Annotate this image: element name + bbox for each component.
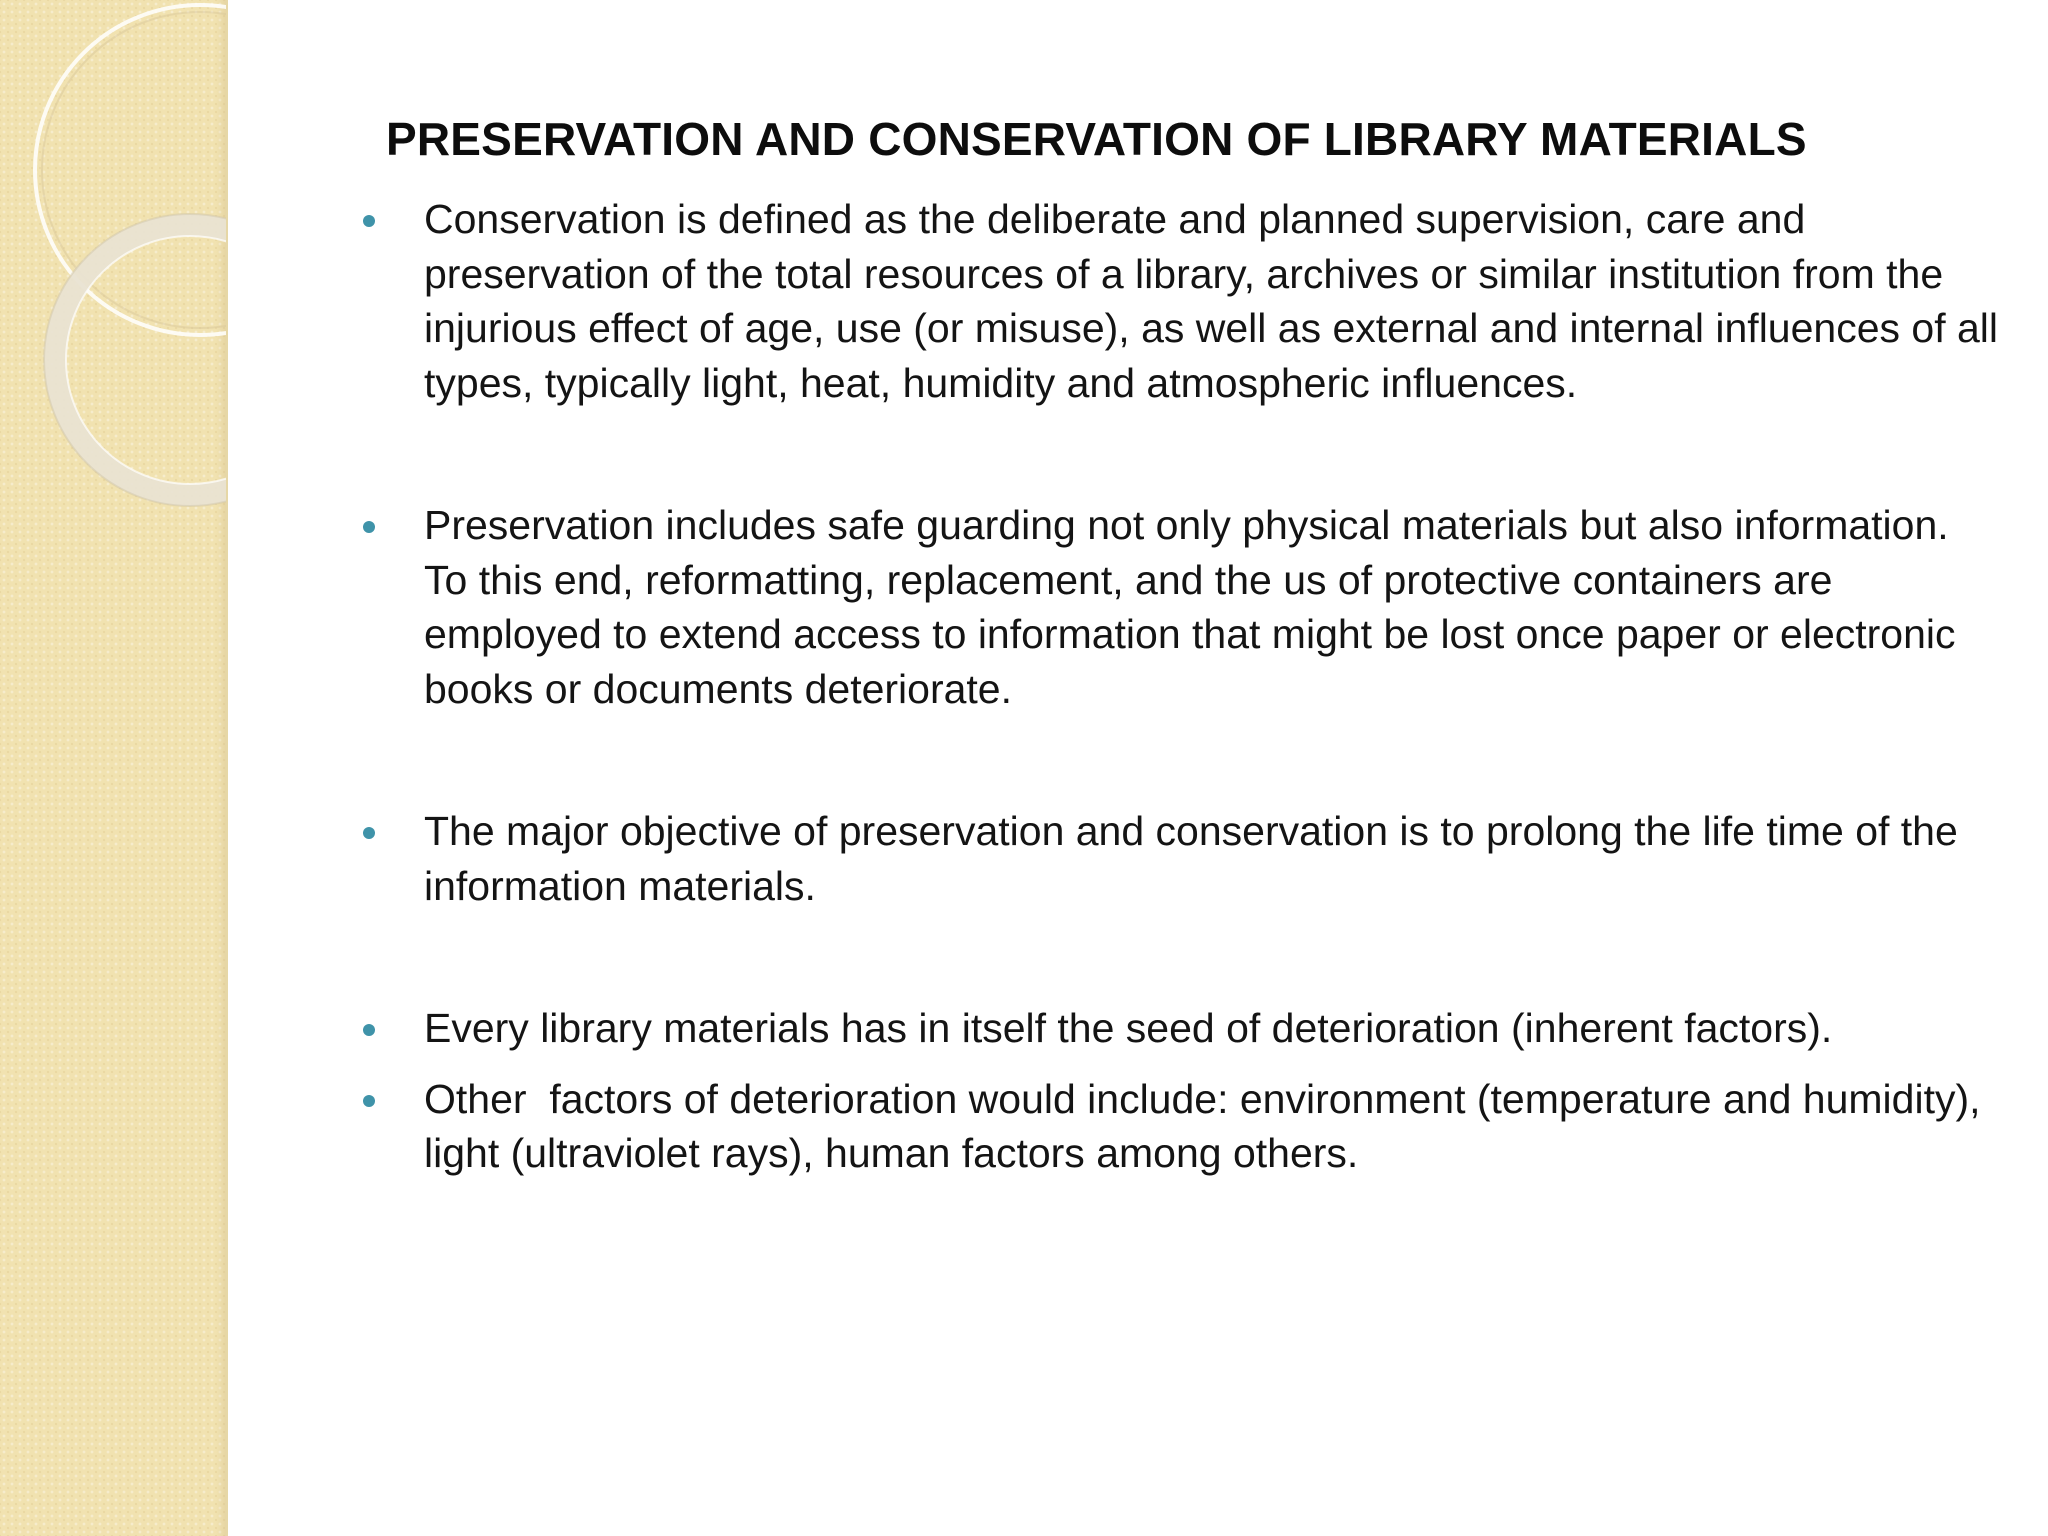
bullet-dot-icon: [363, 215, 375, 227]
bullet-dot-icon: [363, 1095, 375, 1107]
bullet-text: The major objective of preservation and conservation is to prolong the life time of the information materials.: [424, 808, 1970, 909]
decorative-rings-graphic: [0, 0, 226, 520]
slide-title: PRESERVATION AND CONSERVATION OF LIBRARY MATERIALS: [386, 113, 1807, 165]
bullet-item-major-objective: [360, 804, 2000, 913]
bullet-dot-icon: [363, 521, 375, 533]
bullet-dot-icon: [363, 827, 375, 839]
bullet-text: Conservation is defined as the deliberate and planned supervision, care and preservation of the total resources of a library, archives or similar institution from the injurious effect of age, use (or misuse), as well as external and internal influences of all types, typically light, heat, humidity and atmospheric influences.: [424, 196, 2010, 406]
bullet-text: Other factors of deterioration would include: environment (temperature and humidity), light (ultraviolet rays), human factors among others.: [424, 1075, 1992, 1176]
bullet-item-other-factors: [360, 1072, 2000, 1181]
bullet-text: Preservation includes safe guarding not only physical materials but also information. To this end, reformatting, replacement, and the us of protective containers are employed to extend access to information that might be lost once paper or electronic books or documents deteriorate.: [424, 502, 1967, 712]
bullet-dot-icon: [363, 1024, 375, 1036]
bullet-item-conservation-definition: [360, 192, 2010, 410]
bullet-item-inherent-factors: [360, 1001, 2000, 1056]
bullet-list: [360, 192, 2010, 1181]
bullet-text: Every library materials has in itself the seed of deterioration (inherent factors).: [424, 1005, 1833, 1051]
bullet-item-preservation-scope: [360, 498, 2000, 716]
